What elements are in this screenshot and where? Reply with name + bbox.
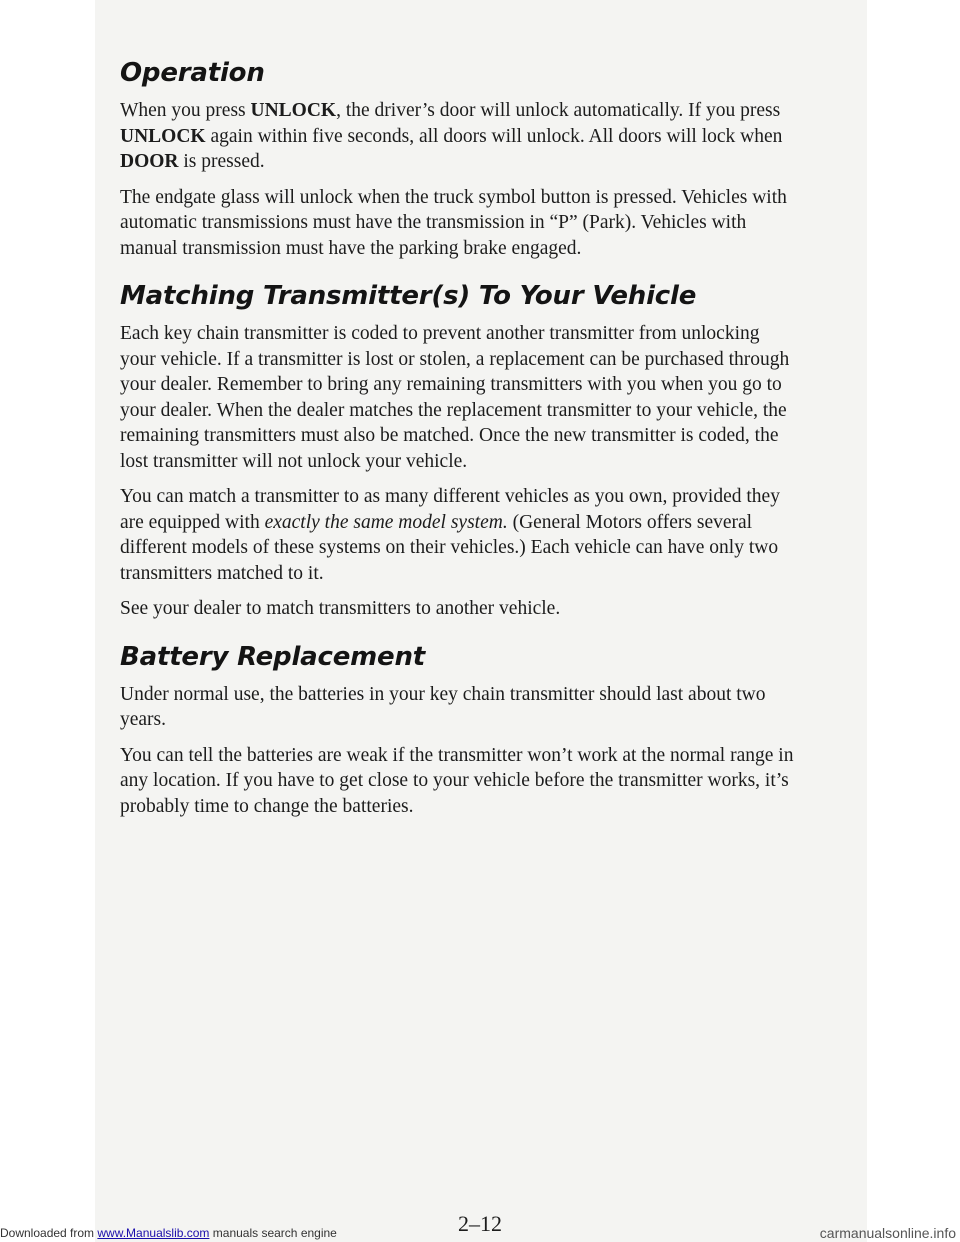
heading-battery: Battery Replacement	[120, 641, 426, 672]
download-footer: Downloaded from www.Manualslib.com manuals search engine	[0, 1226, 337, 1240]
bold-unlock: UNLOCK	[120, 125, 206, 147]
paragraph: When you press UNLOCK, the driver’s door will unlock automatically. If you press UNLOCK again within five seconds, all doors will unlock. All doors will lock when DOOR is pressed.	[120, 100, 783, 172]
manualslib-link[interactable]: www.Manualslib.com	[97, 1226, 210, 1240]
bold-door: DOOR	[120, 151, 179, 172]
paragraph: The endgate glass will unlock when the truck symbol button is pressed. Vehicles with automatic transmissions must have the transmission in “P” (Park). Vehicles with manual transmission must have the parking brake engaged.	[120, 186, 787, 259]
heading-matching: Matching Transmitter(s) To Your Vehicle	[120, 281, 697, 311]
section-battery	[120, 642, 800, 820]
paragraph: You can match a transmitter to as many different vehicles as you own, provided they are equipped with exactly the same model system. (General Motors offers several different models of these systems on their vehicles.) Each vehicle can have only two transmitters matched to it.	[120, 486, 780, 584]
paragraph: Under normal use, the batteries in your key chain transmitter should last about two years.	[120, 683, 766, 730]
italic-emphasis: exactly the same model system.	[264, 511, 508, 533]
bold-unlock: UNLOCK	[250, 100, 337, 121]
heading-operation: Operation	[120, 58, 265, 88]
section-matching	[120, 281, 800, 622]
section-operation	[120, 58, 800, 261]
watermark: carmanualsonline.info	[819, 1225, 956, 1241]
paragraph: You can tell the batteries are weak if the transmitter won’t work at the normal range in any location. If you have to get close to your vehicle before the transmitter works, it’s probably time to change the batteries.	[120, 744, 794, 817]
paragraph: See your dealer to match transmitters to another vehicle.	[120, 598, 561, 619]
page-content	[120, 58, 800, 829]
paragraph: Each key chain transmitter is coded to prevent another transmitter from unlocking your vehicle. If a transmitter is lost or stolen, a replacement can be purchased through your dealer. Remember to bring any remaining transmitters with you when you go to your dealer. When the dealer matches the replacement transmitter to your vehicle, the remaining transmitters must also be matched. Once the new transmitter is coded, the lost transmitter will not unlock your vehicle.	[120, 323, 790, 472]
page-number: 2–12	[458, 1211, 502, 1236]
